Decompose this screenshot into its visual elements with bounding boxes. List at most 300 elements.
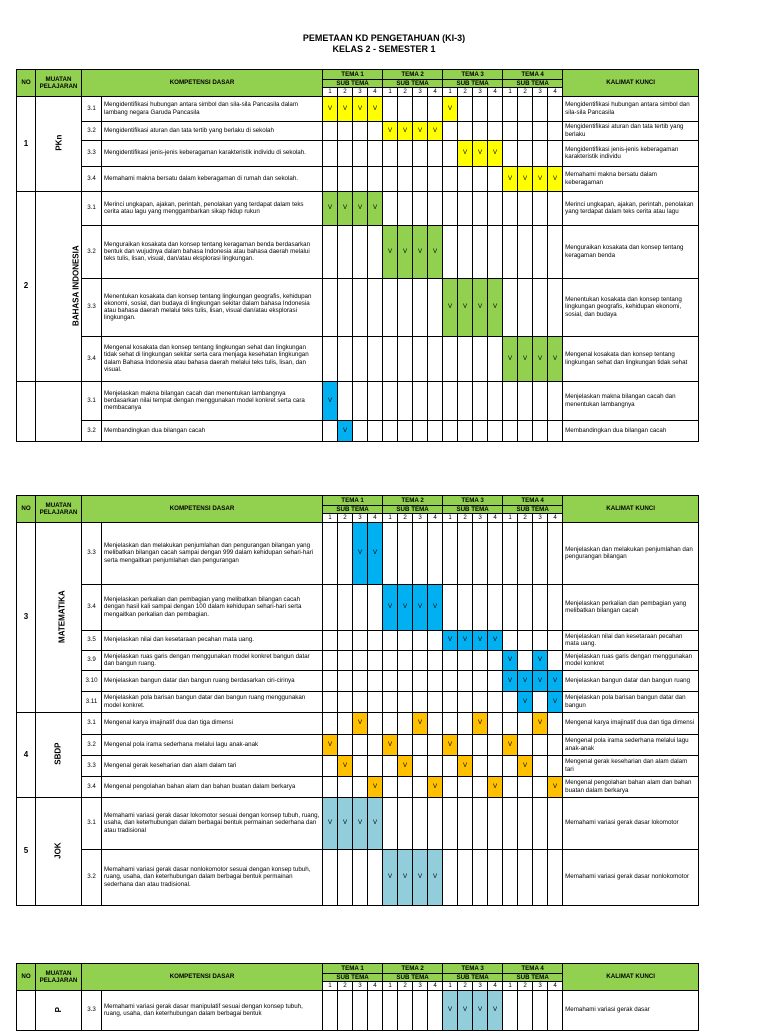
- tema-cell: [398, 797, 413, 849]
- tema-cell: [413, 797, 428, 849]
- checkmark: V: [443, 278, 458, 336]
- header-subtema-number: 1: [503, 88, 518, 96]
- kalimat-kunci: Mengidentifikasi jenis-jenis keberagaman karakteristik individu: [563, 140, 699, 166]
- tema-cell: [428, 522, 443, 584]
- tema-cell: [368, 990, 383, 1030]
- tema-cell: [383, 278, 398, 336]
- checkmark: V: [488, 278, 503, 336]
- tema-cell: [548, 278, 563, 336]
- subject-number: 2: [17, 191, 36, 381]
- tema-cell: [503, 381, 518, 420]
- checkmark: V: [413, 121, 428, 140]
- tema-cell: [428, 381, 443, 420]
- kd-description: Mengenal pengolahan bahan alam dan bahan buatan dalam berkarya: [102, 776, 323, 797]
- tema-cell: [458, 522, 473, 584]
- tema-cell: [473, 96, 488, 121]
- kd-table: [16, 963, 699, 1031]
- tema-cell: [353, 336, 368, 381]
- header-subtema-number: 4: [368, 982, 383, 990]
- header-subtema-number: 4: [488, 88, 503, 96]
- tema-cell: [428, 96, 443, 121]
- checkmark: V: [548, 691, 563, 712]
- tema-cell: [353, 630, 368, 650]
- checkmark: V: [548, 336, 563, 381]
- tema-cell: [413, 191, 428, 225]
- tema-cell: [368, 420, 383, 441]
- tema-cell: [353, 278, 368, 336]
- header-no: NO: [17, 70, 36, 97]
- kd-row: [17, 755, 699, 776]
- tema-cell: [458, 691, 473, 712]
- kalimat-kunci: Mengidentifikasi hubungan antara simbol dan sila-sila Pancasila: [563, 96, 699, 121]
- tema-cell: [443, 420, 458, 441]
- tema-cell: [443, 522, 458, 584]
- subject-name: PKn: [53, 135, 63, 152]
- tema-cell: [443, 166, 458, 191]
- checkmark: V: [338, 797, 353, 849]
- checkmark: V: [518, 166, 533, 191]
- header-tema: TEMA 3: [443, 496, 503, 506]
- tema-cell: [443, 336, 458, 381]
- kd-row: [17, 712, 699, 734]
- tema-cell: [383, 712, 398, 734]
- tema-cell: [473, 776, 488, 797]
- tema-cell: [518, 140, 533, 166]
- tema-cell: [458, 584, 473, 630]
- checkmark: V: [383, 225, 398, 278]
- tema-cell: [353, 121, 368, 140]
- tema-cell: [428, 630, 443, 650]
- kalimat-kunci: Menjelaskan nilai dan kesetaraan pecahan mata uang.: [563, 630, 699, 650]
- tema-cell: [323, 121, 338, 140]
- kd-row: [17, 776, 699, 797]
- kalimat-kunci: Menjelaskan ruas garis dengan menggunakan model konkret: [563, 650, 699, 670]
- tema-cell: [338, 849, 353, 905]
- checkmark: V: [503, 670, 518, 691]
- checkmark: V: [323, 381, 338, 420]
- checkmark: V: [413, 225, 428, 278]
- tema-cell: [383, 630, 398, 650]
- kd-number: 3.2: [82, 121, 102, 140]
- tema-cell: [473, 650, 488, 670]
- kd-table: [16, 69, 699, 442]
- tema-cell: [473, 381, 488, 420]
- kd-description: Mengenal gerak keseharian dan alam dalam tari: [102, 755, 323, 776]
- tema-cell: [338, 121, 353, 140]
- header-tema: TEMA 2: [383, 70, 443, 80]
- checkmark: V: [458, 140, 473, 166]
- checkmark: V: [353, 797, 368, 849]
- checkmark: V: [503, 336, 518, 381]
- checkmark: V: [473, 278, 488, 336]
- tema-cell: [443, 191, 458, 225]
- tema-cell: [398, 712, 413, 734]
- header-subtema-number: 2: [518, 514, 533, 522]
- tema-cell: [488, 121, 503, 140]
- kd-number: 3.11: [82, 691, 102, 712]
- header-kalimat-kunci: KALIMAT KUNCI: [563, 70, 699, 97]
- header-subtema-number: 2: [338, 982, 353, 990]
- tema-cell: [428, 990, 443, 1030]
- subject-cell: [36, 381, 82, 441]
- checkmark: V: [383, 849, 398, 905]
- header-subtema-number: 3: [413, 982, 428, 990]
- tema-cell: [443, 381, 458, 420]
- header-no: NO: [17, 496, 36, 523]
- header-subtema-number: 1: [323, 982, 338, 990]
- tema-cell: [443, 712, 458, 734]
- kd-number: 3.4: [82, 776, 102, 797]
- tema-cell: [353, 166, 368, 191]
- tema-cell: [383, 420, 398, 441]
- checkmark: V: [338, 96, 353, 121]
- tema-cell: [518, 797, 533, 849]
- kd-number: 3.3: [82, 755, 102, 776]
- tema-cell: [548, 797, 563, 849]
- tema-cell: [353, 420, 368, 441]
- tema-cell: [413, 650, 428, 670]
- kalimat-kunci: Mengenal pengolahan bahan alam dan bahan buatan dalam berkarya: [563, 776, 699, 797]
- tema-cell: [323, 776, 338, 797]
- tema-cell: [473, 225, 488, 278]
- tema-cell: [458, 336, 473, 381]
- header-tema: TEMA 4: [503, 70, 563, 80]
- tema-cell: [383, 670, 398, 691]
- subject-cell: [36, 522, 82, 712]
- checkmark: V: [398, 584, 413, 630]
- tema-cell: [338, 336, 353, 381]
- kd-description: Mengidentifikasi hubungan antara simbol dan sila-sila Pancasila dalam lambang negara Garuda Pancasila: [102, 96, 323, 121]
- subject-cell: [36, 96, 82, 191]
- checkmark: V: [353, 191, 368, 225]
- tema-cell: [368, 755, 383, 776]
- tema-cell: [518, 584, 533, 630]
- tema-cell: [548, 191, 563, 225]
- tema-cell: [473, 522, 488, 584]
- tema-cell: [503, 849, 518, 905]
- checkmark: V: [353, 522, 368, 584]
- tema-cell: [488, 650, 503, 670]
- kalimat-kunci: Menentukan kosakata dan konsep tentang lingkungan geografis, kehidupan ekonomi, sosial, dan budaya: [563, 278, 699, 336]
- kd-description: Menjelaskan pola barisan bangun datar dan bangun ruang menggunakan model konkret.: [102, 691, 323, 712]
- tema-cell: [473, 336, 488, 381]
- header-subtema-number: 4: [428, 88, 443, 96]
- tema-cell: [533, 776, 548, 797]
- checkmark: V: [398, 849, 413, 905]
- checkmark: V: [458, 755, 473, 776]
- tema-cell: [488, 381, 503, 420]
- kalimat-kunci: Menjelaskan perkalian dan pembagian yang melibatkan bilangan cacah: [563, 584, 699, 630]
- tema-cell: [368, 691, 383, 712]
- kd-row: [17, 630, 699, 650]
- header-muatan: MUATAN PELAJARAN: [36, 964, 82, 991]
- tema-cell: [413, 630, 428, 650]
- header-subtema: SUB TEMA: [503, 974, 563, 982]
- tema-cell: [458, 381, 473, 420]
- tema-cell: [533, 630, 548, 650]
- tema-cell: [368, 712, 383, 734]
- tema-cell: [518, 990, 533, 1030]
- kd-number: 3.2: [82, 225, 102, 278]
- tema-cell: [458, 849, 473, 905]
- checkmark: V: [533, 670, 548, 691]
- tema-cell: [368, 650, 383, 670]
- tema-cell: [548, 225, 563, 278]
- kd-number: 3.4: [82, 336, 102, 381]
- tema-cell: [503, 522, 518, 584]
- tema-cell: [443, 225, 458, 278]
- tema-cell: [488, 191, 503, 225]
- header-subtema-number: 1: [503, 514, 518, 522]
- checkmark: V: [488, 140, 503, 166]
- kd-table: [16, 495, 699, 906]
- header-kompetensi: KOMPETENSI DASAR: [82, 496, 323, 523]
- header-muatan: MUATAN PELAJARAN: [36, 496, 82, 523]
- tema-cell: [338, 278, 353, 336]
- tema-cell: [548, 734, 563, 755]
- tema-cell: [338, 140, 353, 166]
- tema-cell: [443, 755, 458, 776]
- checkmark: V: [458, 990, 473, 1030]
- checkmark: V: [443, 630, 458, 650]
- tema-cell: [413, 990, 428, 1030]
- kd-number: 3.1: [82, 381, 102, 420]
- tema-cell: [533, 522, 548, 584]
- tema-cell: [518, 96, 533, 121]
- tema-cell: [413, 140, 428, 166]
- subject-cell: [36, 990, 82, 1030]
- header-tema: TEMA 1: [323, 496, 383, 506]
- checkmark: V: [398, 225, 413, 278]
- tema-cell: [413, 670, 428, 691]
- tema-cell: [368, 630, 383, 650]
- tema-cell: [488, 96, 503, 121]
- tema-cell: [533, 990, 548, 1030]
- checkmark: V: [488, 990, 503, 1030]
- tema-cell: [398, 670, 413, 691]
- tema-cell: [518, 849, 533, 905]
- tema-cell: [518, 121, 533, 140]
- tema-cell: [383, 336, 398, 381]
- tema-cell: [428, 755, 443, 776]
- tema-cell: [488, 336, 503, 381]
- kd-number: 3.9: [82, 650, 102, 670]
- kalimat-kunci: Memahami makna bersatu dalam keberagaman: [563, 166, 699, 191]
- header-tema: TEMA 4: [503, 496, 563, 506]
- tema-cell: [503, 191, 518, 225]
- kalimat-kunci: Menjelaskan pola barisan bangun datar dan bangun: [563, 691, 699, 712]
- tema-cell: [353, 225, 368, 278]
- tema-cell: [548, 381, 563, 420]
- tema-cell: [518, 191, 533, 225]
- checkmark: V: [368, 522, 383, 584]
- header-subtema: SUB TEMA: [323, 506, 383, 514]
- kd-description: Memahami variasi gerak dasar nonlokomotor sesuai dengan konsep tubuh, ruang, usaha, dan keterhubungan dalam berbagai bentuk permainan sederhana dan atau tradisional.: [102, 849, 323, 905]
- tema-cell: [398, 776, 413, 797]
- checkmark: V: [398, 121, 413, 140]
- kd-number: 3.2: [82, 420, 102, 441]
- checkmark: V: [413, 849, 428, 905]
- subject-name: MATEMATIKA: [57, 590, 67, 643]
- tema-cell: [548, 630, 563, 650]
- kd-description: Mengenal pola irama sederhana melalui lagu anak-anak: [102, 734, 323, 755]
- tema-cell: [323, 278, 338, 336]
- tema-cell: [443, 776, 458, 797]
- kalimat-kunci: Mengenal kosakata dan konsep tentang lingkungan sehat dan lingkungan tidak sehat: [563, 336, 699, 381]
- header-subtema-number: 4: [368, 514, 383, 522]
- kd-row: [17, 225, 699, 278]
- tema-cell: [488, 755, 503, 776]
- header-subtema-number: 4: [488, 982, 503, 990]
- checkmark: V: [518, 755, 533, 776]
- tema-cell: [518, 734, 533, 755]
- header-subtema-number: 2: [338, 514, 353, 522]
- tema-cell: [383, 381, 398, 420]
- kd-description: Membandingkan dua bilangan cacah: [102, 420, 323, 441]
- checkmark: V: [428, 225, 443, 278]
- kd-row: [17, 191, 699, 225]
- kalimat-kunci: Merinci ungkapan, ajakan, perintah, penolakan yang terdapat dalam teks cerita atau lagu: [563, 191, 699, 225]
- page-title-line1: PEMETAAN KD PENGETAHUAN (KI-3): [302, 33, 466, 43]
- checkmark: V: [473, 630, 488, 650]
- tema-cell: [428, 797, 443, 849]
- tema-cell: [443, 797, 458, 849]
- kd-row: [17, 670, 699, 691]
- checkmark: V: [443, 96, 458, 121]
- checkmark: V: [323, 734, 338, 755]
- tema-cell: [488, 420, 503, 441]
- header-subtema-number: 3: [473, 88, 488, 96]
- kd-description: Memahami variasi gerak dasar manipulatif sesuai dengan konsep tubuh, ruang, usaha, dan keterhubungan dalam berbagai bentuk: [102, 990, 323, 1030]
- header-subtema-number: 1: [383, 514, 398, 522]
- tema-cell: [398, 336, 413, 381]
- tema-cell: [518, 650, 533, 670]
- tema-cell: [518, 420, 533, 441]
- checkmark: V: [353, 712, 368, 734]
- tema-cell: [428, 166, 443, 191]
- checkmark: V: [488, 776, 503, 797]
- tema-cell: [323, 670, 338, 691]
- subject-name: P: [53, 1006, 63, 1013]
- header-subtema-number: 2: [518, 982, 533, 990]
- tema-cell: [368, 734, 383, 755]
- tema-cell: [473, 121, 488, 140]
- tema-cell: [323, 691, 338, 712]
- kd-description: Memahami makna bersatu dalam keberagaman di rumah dan sekolah.: [102, 166, 323, 191]
- tema-cell: [413, 776, 428, 797]
- header-no: NO: [17, 964, 36, 991]
- tema-cell: [368, 849, 383, 905]
- tema-cell: [413, 166, 428, 191]
- header-subtema-number: 1: [443, 514, 458, 522]
- kd-number: 3.5: [82, 630, 102, 650]
- tema-cell: [428, 140, 443, 166]
- header-subtema-number: 4: [548, 982, 563, 990]
- tema-cell: [323, 712, 338, 734]
- tema-cell: [353, 776, 368, 797]
- tema-cell: [353, 670, 368, 691]
- subject-number: 4: [17, 712, 36, 797]
- tema-cell: [488, 712, 503, 734]
- tema-cell: [548, 990, 563, 1030]
- tema-cell: [428, 278, 443, 336]
- checkmark: V: [368, 797, 383, 849]
- tema-cell: [428, 191, 443, 225]
- tema-cell: [353, 755, 368, 776]
- kd-number: 3.4: [82, 584, 102, 630]
- tema-cell: [323, 584, 338, 630]
- kd-description: Mengenal kosakata dan konsep tentang lingkungan sehat dan lingkungan tidak sehat di lingkungan sekitar serta cara menjaga kesehatan lingkungan dalam Bahasa Indonesia atau bahasa daerah melalui teks tulis, lisan, dan visual.: [102, 336, 323, 381]
- kd-description: Menjelaskan dan melakukan penjumlahan dan pengurangan bilangan yang melibatkan bilangan cacah sampai dengan 999 dalam kehidupan sehari-hari serta mengaitkan penjumlahan dan pengurangan: [102, 522, 323, 584]
- tema-cell: [398, 691, 413, 712]
- header-subtema-number: 3: [533, 88, 548, 96]
- checkmark: V: [338, 755, 353, 776]
- tema-cell: [413, 96, 428, 121]
- kd-row: [17, 336, 699, 381]
- tema-cell: [548, 420, 563, 441]
- tema-cell: [338, 776, 353, 797]
- tema-cell: [413, 278, 428, 336]
- tema-cell: [353, 849, 368, 905]
- header-tema: TEMA 4: [503, 964, 563, 974]
- tema-cell: [533, 381, 548, 420]
- tema-cell: [383, 191, 398, 225]
- kd-row: [17, 278, 699, 336]
- header-subtema-number: 3: [533, 514, 548, 522]
- tema-cell: [473, 584, 488, 630]
- checkmark: V: [548, 166, 563, 191]
- tema-cell: [503, 691, 518, 712]
- kd-description: Menjelaskan ruas garis dengan menggunakan model konkret bangun datar dan bangun ruang.: [102, 650, 323, 670]
- tema-cell: [488, 670, 503, 691]
- tema-cell: [548, 522, 563, 584]
- kalimat-kunci: Mengenal karya imajinatif dua dan tiga dimensi: [563, 712, 699, 734]
- header-subtema-number: 3: [353, 514, 368, 522]
- checkmark: V: [428, 849, 443, 905]
- tema-cell: [398, 96, 413, 121]
- subject-number: [17, 990, 36, 1030]
- tema-cell: [548, 584, 563, 630]
- tema-cell: [548, 121, 563, 140]
- tema-cell: [413, 381, 428, 420]
- checkmark: V: [323, 797, 338, 849]
- tema-cell: [503, 990, 518, 1030]
- header-tema: TEMA 1: [323, 70, 383, 80]
- kd-row: [17, 420, 699, 441]
- kalimat-kunci: Memahami variasi gerak dasar: [563, 990, 699, 1030]
- tema-cell: [533, 797, 548, 849]
- tema-cell: [368, 278, 383, 336]
- checkmark: V: [368, 776, 383, 797]
- tema-cell: [338, 225, 353, 278]
- tema-cell: [368, 121, 383, 140]
- header-subtema-number: 2: [338, 88, 353, 96]
- header-subtema-number: 3: [413, 88, 428, 96]
- checkmark: V: [548, 670, 563, 691]
- header-tema: TEMA 3: [443, 964, 503, 974]
- tema-cell: [428, 691, 443, 712]
- tema-cell: [338, 166, 353, 191]
- header-subtema-number: 2: [458, 514, 473, 522]
- tema-cell: [458, 650, 473, 670]
- checkmark: V: [428, 584, 443, 630]
- tema-cell: [458, 420, 473, 441]
- tema-cell: [458, 734, 473, 755]
- header-kalimat-kunci: KALIMAT KUNCI: [563, 496, 699, 523]
- tema-cell: [533, 584, 548, 630]
- tema-cell: [428, 336, 443, 381]
- tema-cell: [503, 225, 518, 278]
